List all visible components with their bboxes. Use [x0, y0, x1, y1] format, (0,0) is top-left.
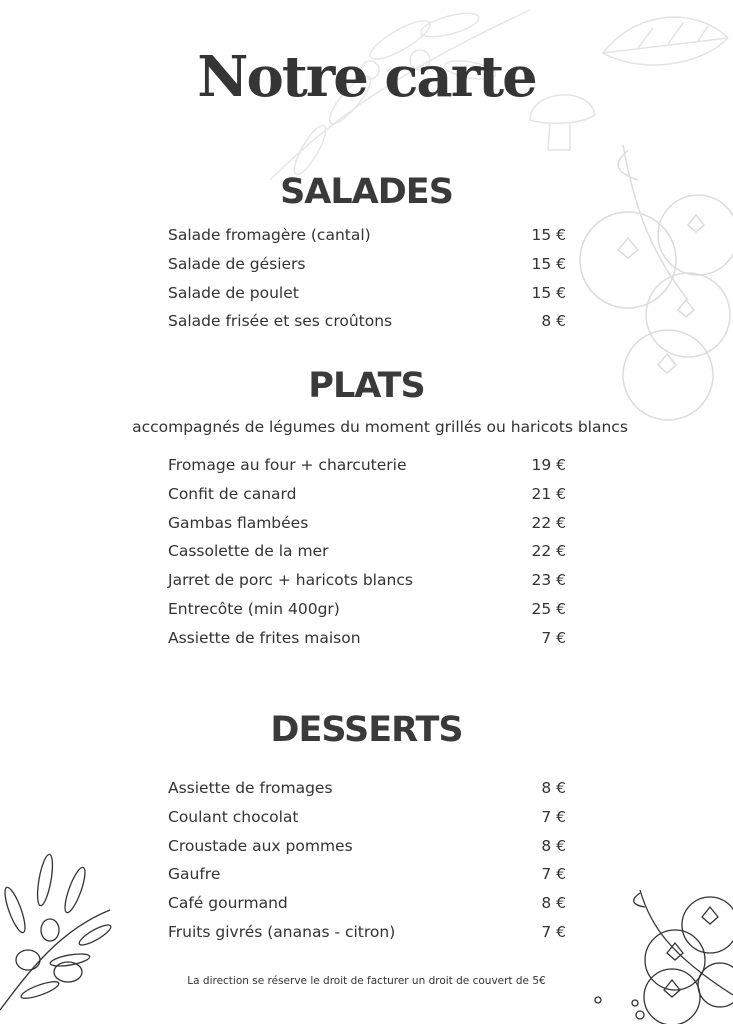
- menu-item: [168, 514, 566, 543]
- item-price: 25 €: [531, 599, 566, 618]
- menu-item: [168, 312, 566, 341]
- item-price: 15 €: [531, 254, 566, 273]
- item-price: 8 €: [541, 312, 566, 331]
- cherry-tomato-illustration: [590, 885, 733, 1024]
- section-title-plats: PLATS: [308, 366, 425, 406]
- item-price: 22 €: [531, 542, 566, 561]
- menu-item: [168, 255, 566, 284]
- section-title-desserts: DESSERTS: [270, 710, 463, 750]
- menu-item: [168, 542, 566, 571]
- item-price: 8 €: [541, 779, 566, 797]
- item-price: 15 €: [531, 283, 566, 302]
- menu-item: [168, 485, 566, 514]
- menu-item: [168, 571, 566, 600]
- section-title-salades: SALADES: [280, 172, 453, 212]
- item-price: 7 €: [541, 922, 566, 941]
- item-price: 19 €: [531, 456, 566, 474]
- item-name: Fromage au four + charcuterie: [168, 456, 407, 474]
- item-name: Gambas flambées: [168, 513, 309, 532]
- item-price: 8 €: [541, 894, 566, 913]
- menu-item: [168, 779, 566, 808]
- olive-branch-illustration: [0, 850, 120, 1024]
- menu-item: [168, 923, 566, 952]
- item-name: Cassolette de la mer: [168, 542, 329, 561]
- item-name: Coulant chocolat: [168, 807, 299, 826]
- item-price: 7 €: [541, 807, 566, 826]
- menu-item: [168, 600, 566, 629]
- plats-list: [168, 456, 566, 658]
- menu-item: [168, 808, 566, 837]
- item-name: Fruits givrés (ananas - citron): [168, 922, 396, 941]
- item-price: 15 €: [531, 226, 566, 244]
- item-price: 22 €: [531, 513, 566, 532]
- item-name: Jarret de porc + haricots blancs: [168, 571, 413, 590]
- item-price: 8 €: [541, 836, 566, 855]
- menu-title: Notre carte: [197, 44, 536, 110]
- menu-item: [168, 226, 566, 255]
- item-name: Assiette de fromages: [168, 779, 333, 797]
- cover-charge-note: La direction se réserve le droit de facturer un droit de couvert de 5€: [187, 975, 546, 987]
- item-name: Café gourmand: [168, 894, 288, 913]
- item-name: Croustade aux pommes: [168, 836, 353, 855]
- item-name: Assiette de frites maison: [168, 628, 361, 647]
- item-name: Salade fromagère (cantal): [168, 226, 371, 244]
- item-name: Entrecôte (min 400gr): [168, 599, 340, 618]
- menu-item: [168, 894, 566, 923]
- item-name: Salade frisée et ses croûtons: [168, 312, 393, 331]
- item-price: 7 €: [541, 865, 566, 884]
- salades-list: [168, 226, 566, 341]
- menu-item: [168, 837, 566, 866]
- menu-item: [168, 284, 566, 313]
- item-name: Gaufre: [168, 865, 221, 884]
- plats-subtitle: accompagnés de légumes du moment grillés ou haricots blancs: [132, 418, 628, 436]
- item-name: Confit de canard: [168, 484, 297, 503]
- menu-item: [168, 629, 566, 658]
- menu-item: [168, 456, 566, 485]
- menu-item: [168, 865, 566, 894]
- item-name: Salade de poulet: [168, 283, 299, 302]
- item-price: 23 €: [531, 571, 566, 590]
- item-price: 7 €: [541, 628, 566, 647]
- desserts-list: [168, 779, 566, 952]
- item-name: Salade de gésiers: [168, 254, 306, 273]
- item-price: 21 €: [531, 484, 566, 503]
